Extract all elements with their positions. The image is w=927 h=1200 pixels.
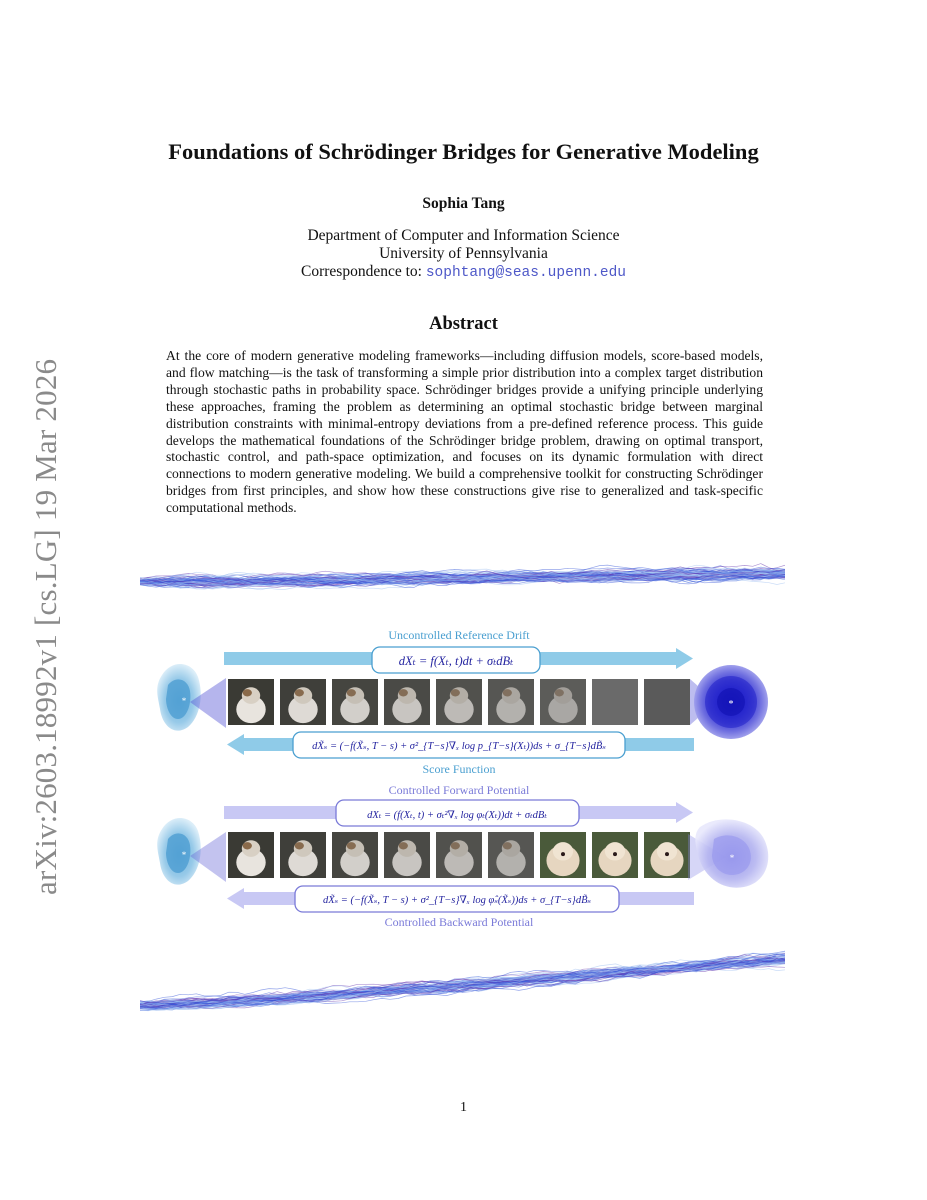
cat-image xyxy=(436,832,482,878)
affiliation-department: Department of Computer and Information Science xyxy=(307,227,620,244)
label-uncontrolled-drift: Uncontrolled Reference Drift xyxy=(388,628,530,642)
cat-image xyxy=(332,679,378,725)
cat-image xyxy=(228,679,274,725)
paper-title: Foundations of Schrödinger Bridges for Generative Modeling xyxy=(168,139,759,164)
svg-text:*: * xyxy=(181,696,187,706)
cat-image xyxy=(436,679,482,725)
dog-image xyxy=(592,832,638,878)
arxiv-stamp xyxy=(28,335,63,895)
correspondence-label: Correspondence to: xyxy=(301,263,426,280)
equation-backward-controlled xyxy=(295,886,619,912)
cat-image xyxy=(540,679,586,725)
equation-forward-controlled xyxy=(336,800,579,826)
svg-text:*: * xyxy=(728,699,734,710)
bottom-thumbnail-row xyxy=(228,832,690,878)
abstract-body: At the core of modern generative modeling frameworks—including diffusion models, score-based models, and flow matching—is the task of transforming a simple prior distribution into a complex target distribution through stochastic paths in probability space. Schrödinger bridges provide a unifying principle underlying these approaches, framing the problem as determining an optimal stochastic bridge between marginal distribution constraints with minimal-entropy deviations from a pre-defined reference process. This guide develops the mathematical foundations of the Schrödinger bridge problem, drawing on optimal transport, stochastic control, and path-space optimization, and focuses on its dynamic formulation with direct connections to modern generative modeling. We build a comprehensive toolkit for constructing Schrödinger bridges from first principles, and show how these constructions give rise to generalized and task-specific computational methods. xyxy=(166,348,763,516)
target-distribution-right-bottom xyxy=(688,819,768,887)
page-number: 1 xyxy=(460,1100,467,1115)
abstract-heading: Abstract xyxy=(429,314,498,334)
cat-image xyxy=(280,679,326,725)
top-thumbnail-row xyxy=(228,679,690,725)
noise-image xyxy=(644,679,690,725)
label-controlled-forward: Controlled Forward Potential xyxy=(388,783,530,797)
svg-text:*: * xyxy=(181,850,187,860)
noise-image xyxy=(592,679,638,725)
noise-distribution-right-top xyxy=(690,665,768,739)
top-stochastic-paths xyxy=(140,564,785,590)
figure-schrodinger-bridge xyxy=(140,527,785,1042)
equation-backward-controlled-text: dX̃ₛ = (−f(X̃ₛ, T − s) + σ²_{T−s}∇ₓ log φ̂ₛ(X̃ₛ))ds + σ_{T−s}dB̃ₛ xyxy=(322,895,592,906)
dog-image xyxy=(540,832,586,878)
equation-forward-controlled-text: dXₜ = (f(Xₜ, t) + σₜ²∇ₓ log φₜ(Xₜ))dt + σₜdBₜ xyxy=(367,810,547,821)
email-link[interactable]: sophtang@seas.upenn.edu xyxy=(425,265,626,281)
label-controlled-backward: Controlled Backward Potential xyxy=(384,915,534,929)
affiliation-university: University of Pennsylvania xyxy=(379,245,548,262)
equation-backward-reference-text: dX̃ₛ = (−f(X̃ₛ, T − s) + σ²_{T−s}∇ₓ log p_{T−s}(Xₜ))ds + σ_{T−s}dB̃ₛ xyxy=(312,741,606,752)
affiliation-correspondence xyxy=(0,263,927,281)
author-name: Sophia Tang xyxy=(422,195,505,212)
equation-forward-reference xyxy=(372,647,540,673)
cat-image xyxy=(488,679,534,725)
data-distribution-left-top xyxy=(157,664,226,731)
equation-backward-reference xyxy=(293,732,625,758)
label-score-function: Score Function xyxy=(422,762,496,776)
svg-text:*: * xyxy=(729,853,735,863)
stochastic-path xyxy=(140,952,785,1004)
equation-forward-reference-text: dXₜ = f(Xₜ, t)dt + σₜdBₜ xyxy=(398,654,514,668)
dog-image xyxy=(644,832,690,878)
arxiv-stamp-text: arXiv:2603.18992v1 [cs.LG] 19 Mar 2026 xyxy=(28,358,63,895)
cat-image xyxy=(228,832,274,878)
data-distribution-left-bottom xyxy=(157,818,226,885)
bottom-stochastic-paths xyxy=(140,951,785,1011)
cat-image xyxy=(280,832,326,878)
cat-image xyxy=(384,832,430,878)
cat-image xyxy=(384,679,430,725)
cat-image xyxy=(332,832,378,878)
cat-image xyxy=(488,832,534,878)
